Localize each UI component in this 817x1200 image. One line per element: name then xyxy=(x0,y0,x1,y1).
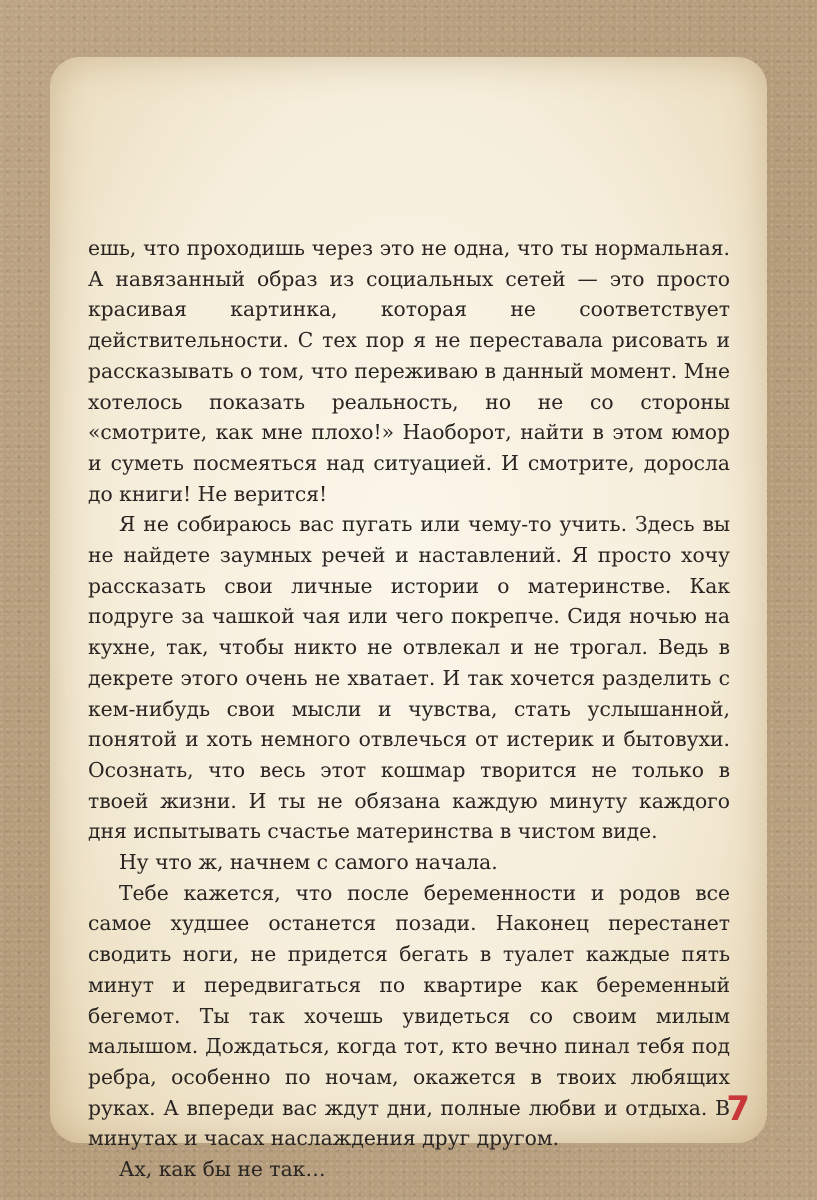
paragraph: ешь, что проходишь через это не одна, что ты нормальная. А навязанный образ из социальных сетей — это просто красивая картинка, которая не соответствует действительности. С тех пор я не переставала рисовать и рассказывать о том, что переживаю в данный момент. Мне хотелось показать реальность, но не со стороны «смотрите, как мне плохо!» Наоборот, найти в этом юмор и суметь посмеяться над ситуацией. И смотрите, доросла до книги! Не верится! xyxy=(88,236,730,506)
book-page xyxy=(50,57,767,1182)
paragraph: Ах, как бы не так… xyxy=(119,1157,326,1182)
paragraph: Я не собираюсь вас пугать или чему-то учить. Здесь вы не найдете заумных речей и наставлений. Я просто хочу рассказать свои личные истории о материнстве. Как подруге за чашкой чая или чего покрепче. Сидя ночью на кухне, так, чтобы никто не отвлекал и не трогал. Ведь в декрете этого очень не хватает. И так хочется разделить с кем-нибудь свои мысли и чувства, стать услышанной, понятой и хоть немного отвлечься от истерик и бытовухи. Осознать, что весь этот кошмар творится не только в твоей жизни. И ты не обязана каждую минуту каждого дня испытывать счастье материнства в чистом виде. xyxy=(88,512,730,844)
page-number: 7 xyxy=(726,1089,750,1129)
body-text xyxy=(88,233,730,1185)
paragraph: Ну что ж, начнем с самого начала. xyxy=(119,850,498,875)
paragraph: Тебе кажется, что после беременности и родов все самое худшее останется позади. Наконец перестанет сводить ноги, не придется бегать в туалет каждые пять минут и передвигаться по квартире как беременный бегемот. Ты так хочешь увидеться со своим милым малышом. Дождаться, когда тот, кто вечно пинал тебя под ребра, особенно по ночам, окажется в твоих любящих руках. А впереди вас ждут дни, полные любви и отдыха. В минутах и часах наслаждения друг другом. xyxy=(88,880,730,1151)
